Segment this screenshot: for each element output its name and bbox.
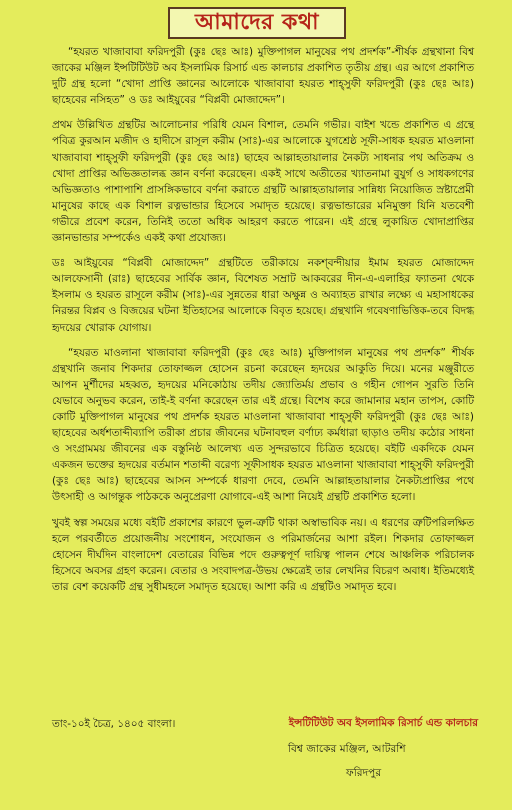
signature-block bbox=[52, 712, 478, 802]
address-line-1: বিশ্ব জাকের মঞ্জিল, আটরশি bbox=[288, 743, 406, 755]
date-line: তাং-১০ই চৈত্র, ১৪০৫ বাংলা। bbox=[52, 718, 176, 730]
publisher-name: ইন্সটিটিউট অব ইসলামিক রিসার্চ এন্ড কালচার bbox=[288, 717, 478, 729]
page-title: আমাদের কথা bbox=[195, 8, 319, 35]
body-text bbox=[52, 44, 474, 604]
paragraph-closing: খুবই স্বল্প সময়ের মধ্যে বইটি প্রকাশের কারণে ভুল-ত্রুটি থাকা অস্বাভাবিক নয়। এ ধরণের ত্রুটিপরিলক্ষিত হলে পরবর্তীতে প্রয়োজনীয় সংশোধন, সংযোজন ও পরিমার্জনের আশা রইল। শিকদার তোফাজ্জল হোসেন দীর্ঘদিন বাংলাদেশ বেতারের বিভিন্ন পদে গুরুত্বপূর্ণ দায়িত্ব পালন শেষে আঞ্চলিক পরিচালক হিসেবে অবসর গ্রহণ করেন। বেতার ও সংবাদপত্র-উভয় ক্ষেত্রেই তার লেখনির বিচরণ অবাধ। ইতিমধ্যেই তার বেশ কয়েকটি গ্রন্থ সুধীমহলে সমাদৃত হয়েছে। আশা করি এ গ্রন্থটিও সমাদৃত হবে। bbox=[52, 516, 474, 593]
paragraph-this-book: “হযরত মাওলানা খাজাবাবা ফরিদপুরী (কুঃ ছেঃ আঃ) মুক্তিপাগল মানুষের পথ প্রদর্শক” শীর্ষক গ্রন্থখানি জনাব শিকদার তোফাজ্জল হোসেন রচনা করেছেন হৃদয়ের আকুতি দিয়ে। মনের মঞ্জুরীতে আপন মুর্শীদের মহব্বত, হৃদয়ের মনিকোঠায় তদীয় জ্যোতির্ময় প্রভাব ও গহীন গোপন সুরতি তিনি যেভাবে অনুভব করেন, তাই-ই বর্ণনা করেছেন তার এই গ্রন্থে। বিশেষ করে জামানার মহান তাপস, কোটি কোটি মুক্তিপাগল মানুষের পথ প্রদর্শক হযরত মাওলানা খাজাবাবা শাহ্সুফী ফরিদপুরী (কুঃ ছেঃ আঃ) ছাহেবের অর্ধশতাব্দীব্যাপি তরীকা প্রচার জীবনের ঘটনাবহুল বর্ণাঢ্য কর্মধারা ছাড়াও তদীয় কঠোর সাধনা ও সংগ্রামময় জীবনের এক বস্তুনিষ্ঠ আলেখ্য এত সুন্দরভাবে চিত্রিত হয়েছে। বইটি একদিকে যেমন একজন ভক্তের হৃদয়ের বর্তমান শতাব্দী বরেণ্য সূফীসাধক হযরত মাওলানা খাজাবাবা শাহ্সুফী ফরিদপুরী (কুঃ ছেঃ আঃ) ছাহেবের আসন সম্পর্কে ধারণা দেবে, তেমনি আল্লাহতায়ালার নৈকট্যপ্রাপ্তির পথে উৎসাহী ও আগন্তুক পাঠককে অনুপ্রেরণা যোগাবে-এই আশা নিয়েই গ্রন্থটি প্রকাশিত হলো। bbox=[52, 346, 474, 504]
address-line-2: ফরিদপুর bbox=[346, 767, 382, 779]
title-banner bbox=[168, 7, 346, 39]
paragraph-second-book: ডঃ আইয়ুবের “বিপ্লবী মোজাদ্দেদ” গ্রন্থটিতে তরীকায়ে নকশ্‌বন্দীয়ার ইমাম হযরত মোজাদ্দেদ আলফেসানী (রাঃ) ছাহেবের সার্বিক জ্ঞান, বিশেষত সম্রাট আকবরের দীন-এ-এলাহির ফ্যাতনা থেকে ইসলাম ও হযরত রাসূলে করীম (সাঃ)-এর সুন্নতের ধারা অক্ষুন্ন ও অব্যাহত রাখার লক্ষ্যে এ মহাসাধকের নিরন্তর বিপ্লব ও বিজয়ের ঘটনা ইতিহাসের আলোকে বিবৃত হয়েছে। গ্রন্থখানি গবেষণাভিত্তিক-তবে বিদগ্ধ হৃদয়ের খোরাক যোগায়। bbox=[52, 257, 474, 334]
paragraph-intro: “হযরত খাজাবাবা ফরিদপুরী (কুঃ ছেঃ আঃ) মুক্তিপাগল মানুষের পথ প্রদর্শক”-শীর্ষক গ্রন্থখানা বিশ্ব জাকের মঞ্জিল ইন্সটিটিউট অব ইসলামিক রিসার্চ এন্ড কালচার প্রকাশিত তৃতীয় গ্রন্থ। এর আগে প্রকাশিত দুটি গ্রন্থ হলো “খোদা প্রাপ্তি জ্ঞানের আলোকে খাজাবাবা হযরত শাহ্সুফী ফরিদপুরী (কুঃ ছেঃ আঃ) ছাহেবের নসিহত” ও ডঃ আইয়ুবের “বিপ্লবী মোজাদ্দেদ”। bbox=[52, 46, 474, 107]
paragraph-first-book: প্রথম উল্লিখিত গ্রন্থটির আলোচনার পরিধি যেমন বিশাল, তেমনি গভীর। বাইশ খন্ডে প্রকাশিত এ গ্রন্থে পবিত্র কুরআন মজীদ ও হাদীসে রাসূল করীম (সাঃ)-এর আলোকে যুগশ্রেষ্ঠ সূফী-সাধক হযরত মাওলানা খাজাবাবা শাহ্সুফী ফরিদপুরী (কুঃ ছেঃ আঃ) ছাহেব আল্লাহতায়ালার নৈকট্য সাধনার পথ অতিক্রম ও খোদা প্রাপ্তির অভিজ্ঞতালব্ধ জ্ঞান বর্ণনা করেছেন। একই সাথে অতীতের খ্যাতনামা বুযুর্গ ও সাধকগণের অভিজ্ঞতাও পাশাপাশি প্রাসঙ্গিকভাবে বর্ণনা করাতে গ্রন্থটি আল্লাহতায়ালার সান্নিধ্য নিয়োজিত স্রষ্টাপ্রেমী মানুষের কাছে এক বিশাল রত্নভান্ডার হিসেবে সমাদৃত হয়েছে। রত্নভান্ডারের মনিমুক্তা যিনি যতবেশী গভীরে প্রবেশ করেন, তিনিই ততো অধিক আহরণ করতে পারেন। এই গ্রন্থে লুকায়িত খোদাপ্রাপ্তির জ্ঞানভান্ডার সম্পর্কেও একই কথা প্রযোজ্য। bbox=[52, 119, 474, 245]
